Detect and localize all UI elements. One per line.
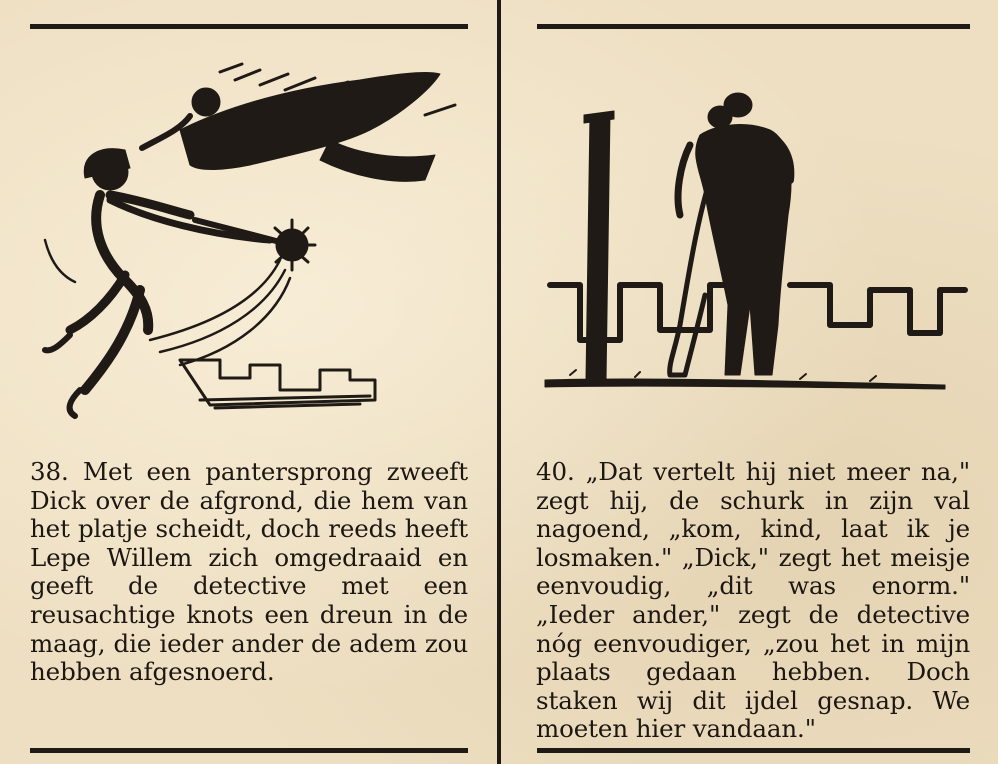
panel-38-caption xyxy=(30,458,468,687)
panel-38-text: Met een pantersprong zweeft Dick over de afgrond, die hem van het platje scheidt, doch reeds heeft Lepe Willem zich omgedraaid en geeft de detective met een reusachtige knots een dreun in de maag, die ieder ander de adem zou hebben afgesnoerd. xyxy=(30,457,468,687)
column-divider xyxy=(497,0,501,764)
bottom-rule-right xyxy=(537,748,970,753)
bottom-rule-left xyxy=(30,748,468,753)
embrace-illustration-icon xyxy=(540,85,970,395)
panel-40-number: 40. xyxy=(536,457,575,486)
panel-38-number: 38. xyxy=(30,457,69,486)
top-rule-left xyxy=(30,24,468,29)
panel-40-text: „Dat vertelt hij niet meer na," zegt hij, de schurk in zijn val nagoend, „kom, kind, laat ik je losmaken." „Dick," zegt het meisje eenvoudig, „dit was enorm." „Ieder ander," zegt de detective nóg eenvoudiger, „zou het in mijn plaats gedaan hebben. Doch staken wij dit ijdel gesnap. We moeten hier vandaan." xyxy=(536,457,970,744)
panel-40-caption xyxy=(536,458,970,744)
fight-illustration-icon xyxy=(30,60,470,430)
top-rule-right xyxy=(537,24,970,29)
